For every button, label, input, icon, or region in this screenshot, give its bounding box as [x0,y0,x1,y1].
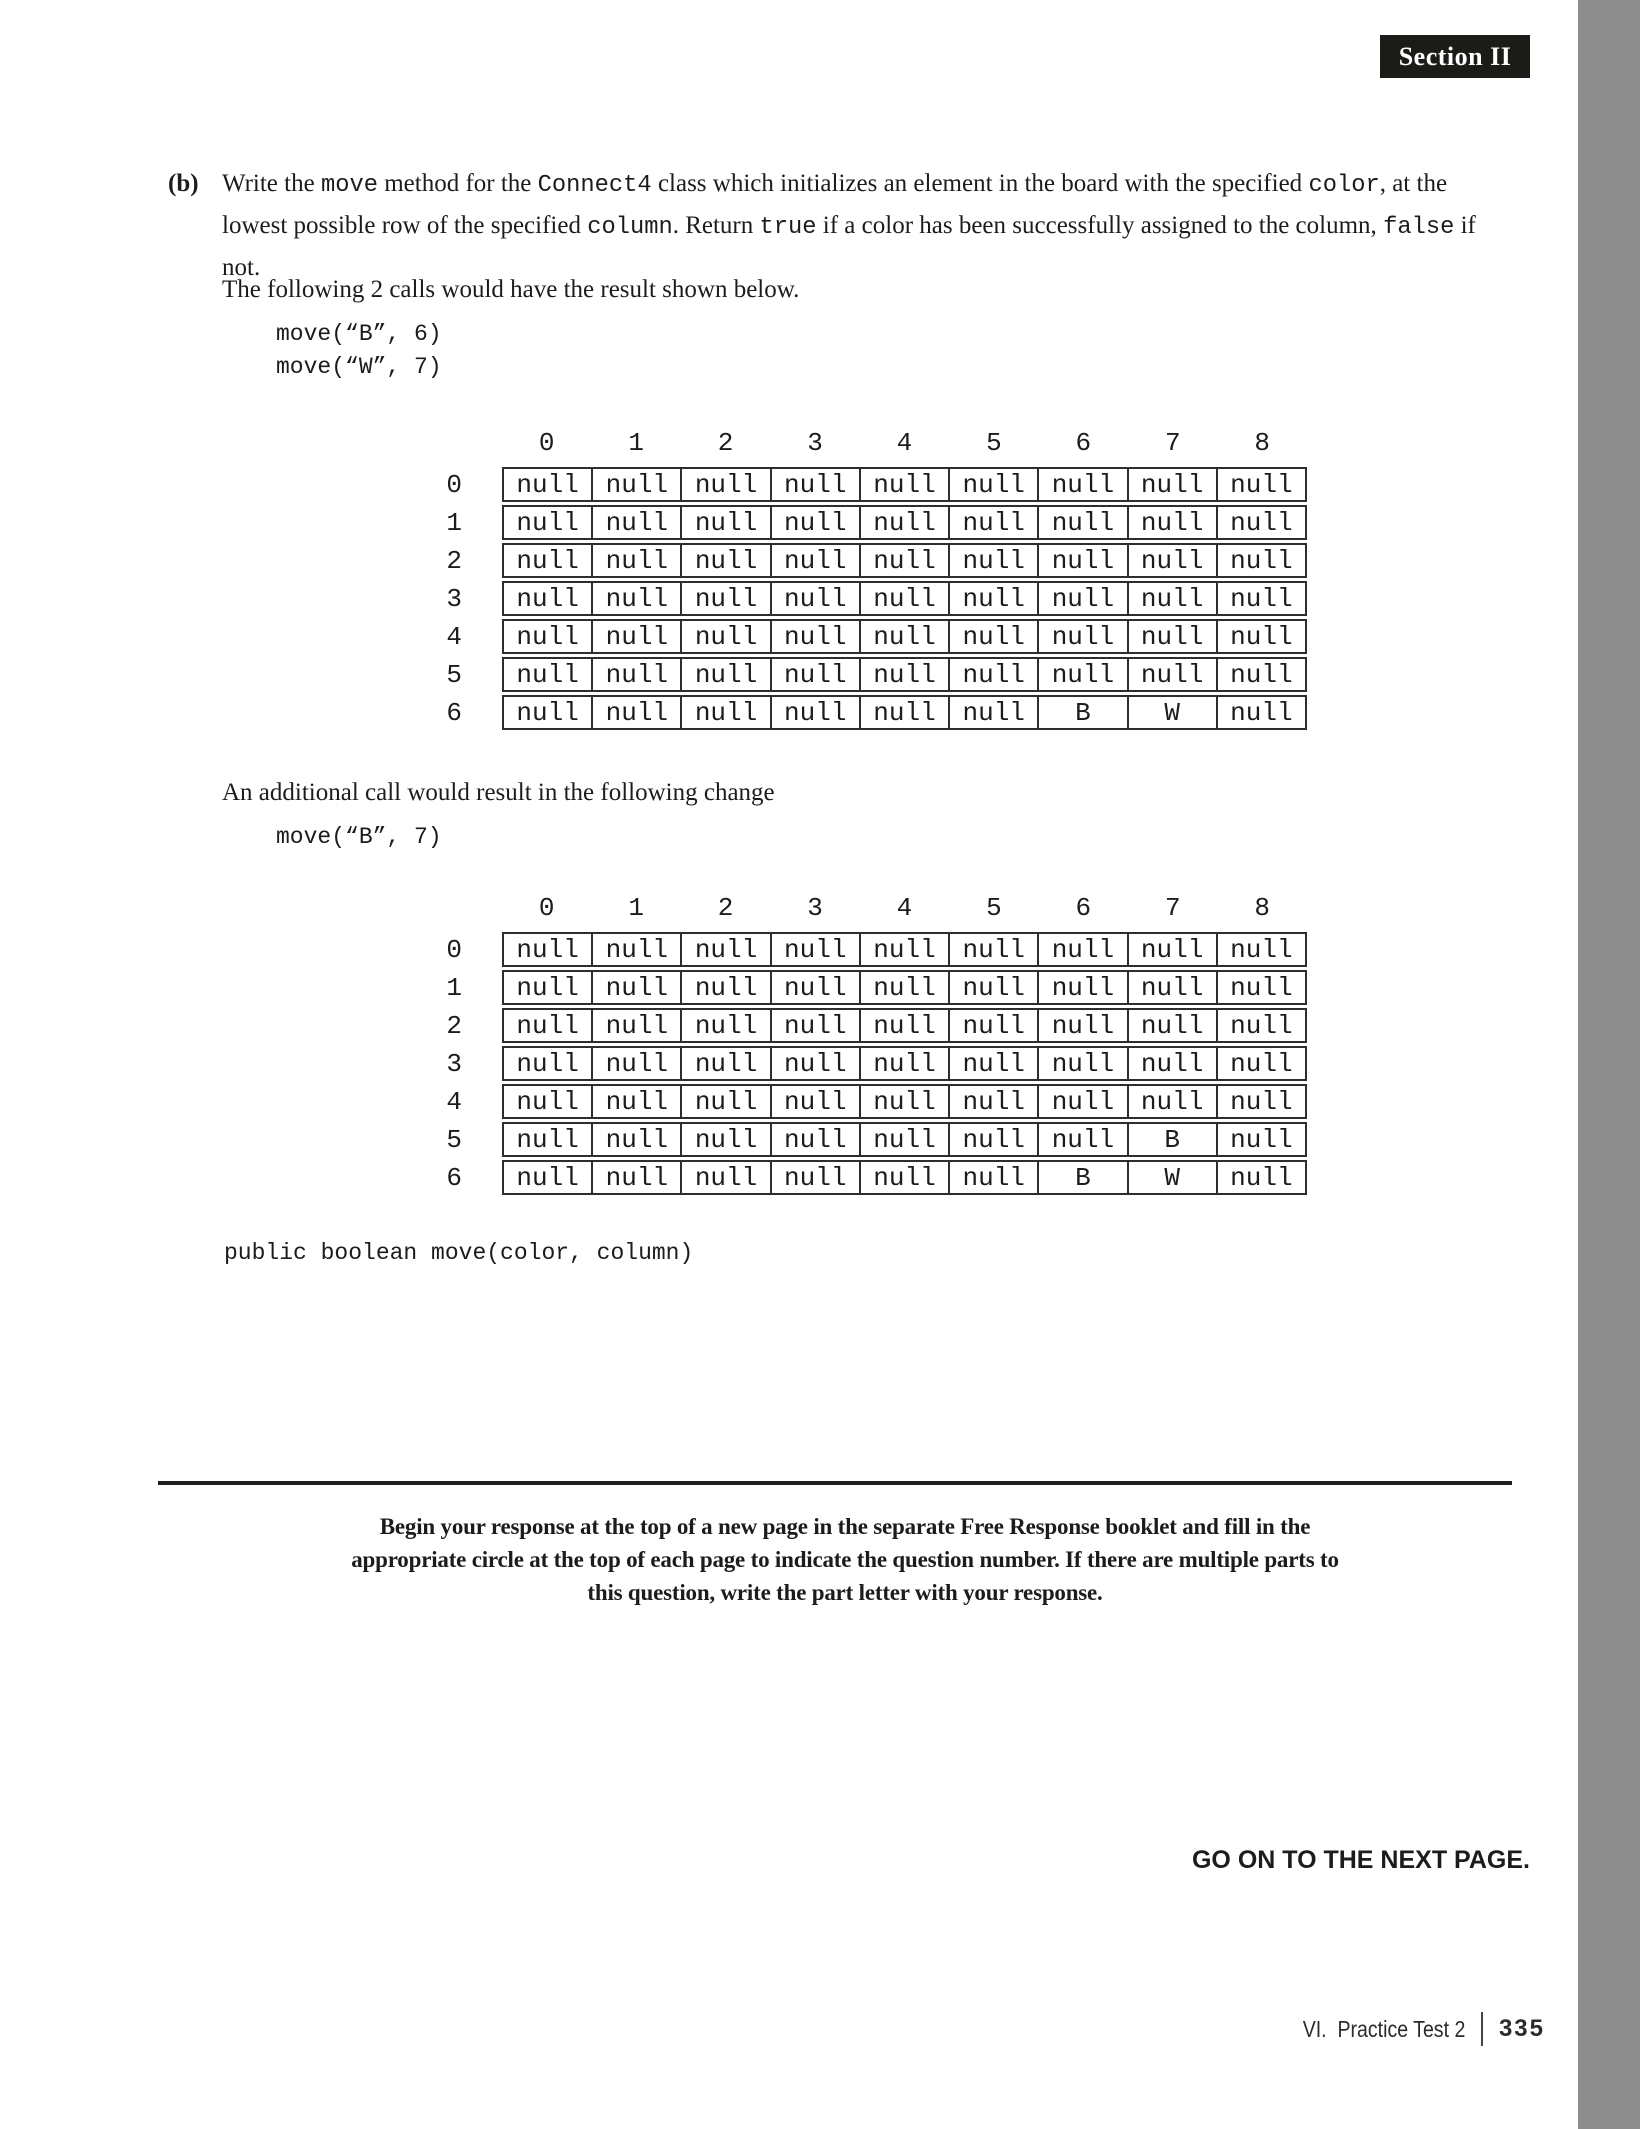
board-cell: null [516,972,579,1003]
board-cell: null [1216,1048,1305,1079]
column-header: 5 [986,428,1002,458]
board-cell: null [1037,1048,1126,1079]
board-cell: null [1216,934,1305,965]
column-header: 4 [896,893,913,923]
board-cell: null [859,583,948,614]
board-row-cells [502,1122,1307,1157]
board-cell: null [1037,469,1126,500]
row-label: 3 [446,583,462,614]
board-cell: null [1037,934,1126,965]
board-cell: null [680,545,769,576]
board-cell: null [1037,583,1126,614]
row-label: 0 [446,469,462,500]
board-cell: null [591,1162,680,1193]
board-cell: null [516,1010,579,1041]
board-cell: null [1127,469,1216,500]
board-cell: null [1216,659,1305,690]
board-cell: null [770,621,859,652]
code-calls-1 [276,318,442,384]
board-row [402,1084,1307,1119]
board-cell: null [1216,1010,1305,1041]
board-cell: null [680,1162,769,1193]
board-cell: null [859,934,948,965]
board-cell: null [680,1048,769,1079]
board-cell: null [859,972,948,1003]
code-token: move [320,172,378,199]
board-cell: null [1037,1010,1126,1041]
board-cell: null [516,1162,579,1193]
board-cell: null [1037,1086,1126,1117]
text-run: lowest possible row of the specified [222,212,588,239]
board-row [402,1046,1307,1081]
board-cell: null [680,972,769,1003]
page-footer [1274,2012,1545,2046]
footer-page-number: 335 [1498,2015,1545,2042]
text-run: , at the [1379,170,1448,197]
board-cell: null [770,545,859,576]
code-token: false [1383,214,1455,241]
board-row [402,467,1307,502]
board-cell: null [1216,545,1305,576]
column-header: 8 [1254,893,1271,923]
board-cell: null [516,621,579,652]
board-cell: null [1216,697,1305,728]
board-table-1 [402,428,1307,733]
board-cell: null [859,1048,948,1079]
board-cell: null [516,697,579,728]
row-label: 6 [446,1162,462,1193]
question-text-line [222,163,1562,205]
board-cell: null [948,583,1037,614]
board-cell: null [1037,659,1126,690]
board-cell: null [770,469,859,500]
column-header: 1 [628,428,644,458]
board-cell: W [1127,1162,1216,1193]
board-cell: null [591,583,680,614]
board-cell: null [948,1086,1037,1117]
board-cell: null [680,1010,769,1041]
board-row [402,505,1307,540]
code-token: column [587,214,673,241]
board-cell: null [1216,621,1305,652]
board-cell: null [1127,583,1216,614]
board-row [402,581,1307,616]
board-cell: null [591,507,680,538]
board-cell: null [1216,1162,1305,1193]
board-cell: null [1216,972,1305,1003]
board-cell: null [770,1048,859,1079]
board-cell: null [948,621,1037,652]
board-row-cells [502,1008,1307,1043]
board-cell: B [1037,697,1126,728]
board-cell: null [591,1124,680,1155]
board-cell: null [948,659,1037,690]
board-cell: null [1127,1048,1216,1079]
column-header: 8 [1254,428,1271,458]
intro-text-1: The following 2 calls would have the result shown below. [222,276,800,303]
board-cell: null [770,972,859,1003]
question-lines [222,163,1562,289]
board-row-cells [502,695,1307,730]
board-cell: null [948,1010,1037,1041]
board-row [402,932,1307,967]
board-cell: null [1216,583,1305,614]
board-cell: null [1127,972,1216,1003]
board-row [402,657,1307,692]
board-cell: null [859,1010,948,1041]
board-cell: null [1037,507,1126,538]
board-column-headers [502,428,1307,459]
row-label: 5 [446,659,462,690]
footer-separator [1481,2012,1483,2046]
board-row [402,619,1307,654]
board-cell: null [591,972,680,1003]
board-cell: null [516,934,579,965]
row-label: 1 [446,972,462,1003]
board-cell: null [859,1124,948,1155]
column-header: 1 [628,893,644,923]
board-cell: null [591,697,680,728]
horizontal-divider [158,1481,1512,1485]
row-label: 3 [446,1048,462,1079]
code-calls-2 [276,821,442,854]
method-signature: public boolean move(color, column) [224,1240,694,1266]
board-cell: null [591,934,680,965]
board-cell: null [680,934,769,965]
board-cell: null [948,469,1037,500]
board-row-cells [502,1084,1307,1119]
board-cell: null [948,507,1037,538]
board-cell: null [1127,1010,1216,1041]
instruction-line: this question, write the part letter with your response. [587,1580,1103,1605]
board-cell: null [591,1048,680,1079]
column-header: 2 [717,428,734,458]
board-cell: null [859,1086,948,1117]
text-run: if a color has been successfully assigned to the column, [816,212,1384,239]
intro-text-2: An additional call would result in the following change [222,779,775,806]
text-run: if [1454,212,1476,239]
board-cell: null [948,545,1037,576]
section-badge: Section II [1380,35,1530,78]
board-cell: null [591,659,680,690]
board-row-cells [502,619,1307,654]
question-part-label: (b) [168,170,199,197]
row-label: 0 [446,934,462,965]
board-cell: null [770,697,859,728]
board-cell: null [591,621,680,652]
response-instructions [180,1510,1510,1609]
row-label: 2 [446,1010,462,1041]
board-cell: null [1037,1124,1126,1155]
board-cell: null [680,621,769,652]
board-cell: null [516,583,579,614]
text-run: method for the [377,170,538,197]
column-header: 0 [538,893,555,923]
row-label: 6 [446,697,462,728]
board-cell: null [680,469,769,500]
board-cell: null [591,469,680,500]
board-cell: null [1216,507,1305,538]
board-cell: null [948,1162,1037,1193]
page-edge-strip [1578,0,1640,2129]
board-cell: null [1127,934,1216,965]
code-token: true [759,214,817,241]
go-on-text: GO ON TO THE NEXT PAGE. [1191,1846,1530,1874]
board-cell: null [1216,1124,1305,1155]
board-cell: null [516,507,579,538]
board-cell: null [516,469,579,500]
board-row [402,543,1307,578]
board-cell: null [1127,621,1216,652]
column-header: 3 [807,428,823,458]
board-table-2 [402,893,1307,1198]
board-row-cells [502,932,1307,967]
board-row [402,695,1307,730]
board-cell: null [1037,545,1126,576]
board-cell: null [770,659,859,690]
board-cell: null [859,507,948,538]
row-label: 1 [446,507,462,538]
board-cell: null [948,1124,1037,1155]
board-cell: null [1127,1086,1216,1117]
board-row-cells [502,581,1307,616]
board-row-cells [502,467,1307,502]
instruction-line: Begin your response at the top of a new page in the separate Free Response booklet and fill in the [379,1514,1311,1539]
code-token: Connect4 [537,172,652,199]
board-cell: null [859,659,948,690]
board-cell: null [680,583,769,614]
board-row-cells [502,1160,1307,1195]
board-row [402,1122,1307,1157]
board-cell: null [859,697,948,728]
text-run: Write the [222,170,321,197]
board-cell: null [770,1162,859,1193]
board-cell: null [516,1048,579,1079]
board-cell: null [948,697,1037,728]
row-label: 4 [446,1086,462,1117]
board-cell: null [1216,1086,1305,1117]
instruction-line: appropriate circle at the top of each page to indicate the question number. If there are multiple parts to [351,1547,1339,1572]
column-header: 3 [807,893,823,923]
code-line: move(“B”, 7) [276,824,442,850]
board-cell: null [1127,507,1216,538]
board-row-cells [502,505,1307,540]
board-row [402,970,1307,1005]
board-cell: null [948,934,1037,965]
row-label: 5 [446,1124,462,1155]
board-cell: W [1127,697,1216,728]
board-cell: null [770,583,859,614]
board-row-cells [502,970,1307,1005]
board-cell: null [680,697,769,728]
board-cell: null [591,1086,680,1117]
column-header: 0 [538,428,555,458]
code-line: move(“W”, 7) [276,354,442,380]
column-header: 5 [986,893,1002,923]
board-row [402,1008,1307,1043]
board-cell: null [948,1048,1037,1079]
board-cell: null [1127,545,1216,576]
column-header: 7 [1164,893,1181,923]
board-cell: null [516,1086,579,1117]
board-cell: null [516,1124,579,1155]
board-cell: null [1037,621,1126,652]
board-row [402,1160,1307,1195]
board-cell: null [680,659,769,690]
board-column-headers [502,893,1307,924]
board-cell: null [516,545,579,576]
board-cell: null [591,545,680,576]
question-text-line [222,205,1562,247]
column-header: 4 [896,428,913,458]
text-run: not. [222,254,261,281]
board-cell: null [770,1086,859,1117]
footer-chapter-label: VI. Practice Test 2 [1302,2015,1465,2042]
column-header: 6 [1075,428,1092,458]
text-run: class which initializes an element in the board with the specified [651,170,1309,197]
column-header: 7 [1164,428,1181,458]
board-cell: null [1127,659,1216,690]
code-line: move(“B”, 6) [276,321,442,347]
board-cell: null [770,934,859,965]
board-cell: null [680,1124,769,1155]
board-cell: null [1037,972,1126,1003]
board-cell: null [680,1086,769,1117]
board-cell: null [948,972,1037,1003]
row-label: 4 [446,621,462,652]
board-cell: null [770,1010,859,1041]
board-cell: null [680,507,769,538]
board-cell: B [1037,1162,1126,1193]
board-cell: null [859,621,948,652]
board-cell: null [859,545,948,576]
board-cell: null [591,1010,680,1041]
board-cell: null [770,507,859,538]
board-row-cells [502,657,1307,692]
board-row-cells [502,1046,1307,1081]
board-cell: B [1127,1124,1216,1155]
column-header: 6 [1075,893,1092,923]
board-row-cells [502,543,1307,578]
column-header: 2 [717,893,734,923]
board-cell: null [516,659,579,690]
row-label: 2 [446,545,462,576]
text-run: . Return [672,212,760,239]
board-cell: null [859,1162,948,1193]
board-cell: null [859,469,948,500]
board-cell: null [1216,469,1305,500]
code-token: color [1308,172,1380,199]
board-cell: null [770,1124,859,1155]
